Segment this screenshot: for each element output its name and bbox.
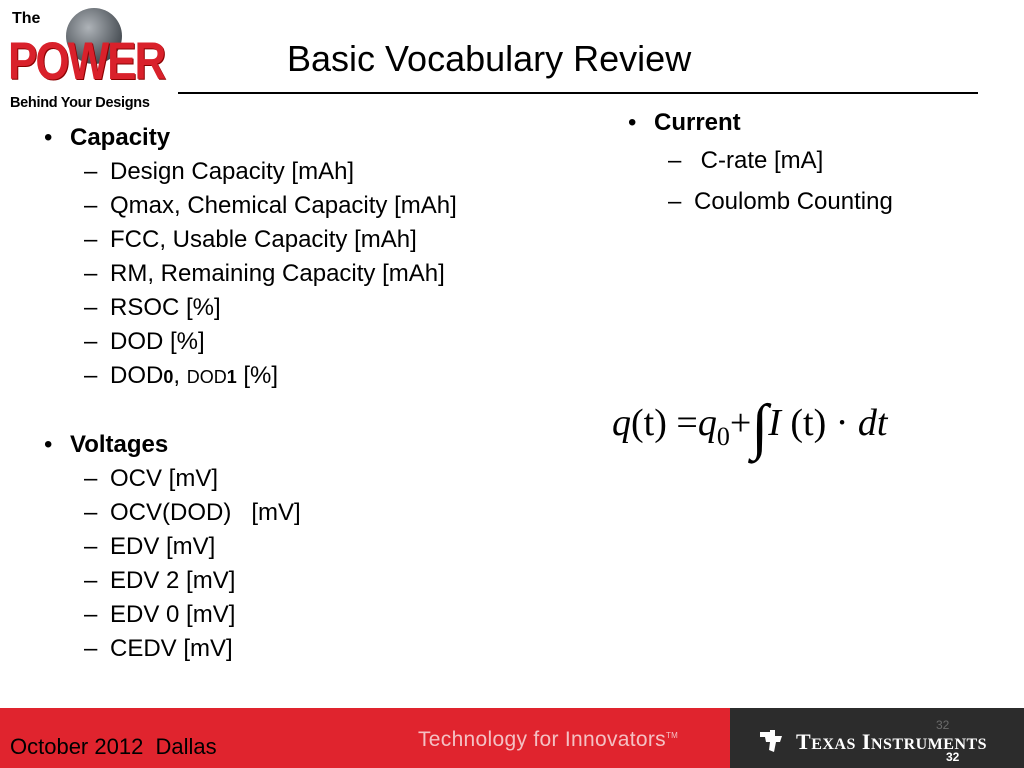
slide-title: Basic Vocabulary Review bbox=[287, 38, 692, 79]
company-word-exas: EXAS bbox=[811, 736, 856, 753]
capacity-item: – RSOC [%] bbox=[44, 291, 564, 325]
company-word-nstruments: NSTRUMENTS bbox=[870, 736, 988, 753]
formula-equals: = bbox=[666, 402, 698, 444]
formula-dot: · bbox=[826, 402, 858, 444]
voltage-item: – OCV(DOD) [mV] bbox=[44, 496, 564, 530]
voltage-item: – EDV [mV] bbox=[44, 530, 564, 564]
the-power-logo bbox=[8, 6, 165, 116]
page-number-ghost: 32 bbox=[936, 718, 950, 732]
trademark-mark: TM bbox=[665, 731, 679, 740]
title-divider bbox=[178, 92, 978, 94]
spacer bbox=[44, 394, 564, 428]
charge-formula bbox=[612, 392, 887, 463]
formula-fn-arg: (t) bbox=[780, 402, 827, 444]
left-column bbox=[44, 121, 564, 666]
voltage-item: – EDV 2 [mV] bbox=[44, 564, 564, 598]
voltages-heading: • Voltages bbox=[44, 428, 564, 462]
capacity-item-dod bbox=[44, 359, 564, 394]
formula-lhs-fn: q bbox=[612, 402, 631, 444]
footer-tagline-text: Technology for Innovators bbox=[418, 728, 666, 751]
voltage-item: – EDV 0 [mV] bbox=[44, 598, 564, 632]
dod-separator: , bbox=[173, 362, 187, 389]
capacity-heading: • Capacity bbox=[44, 121, 564, 155]
current-item: – C-rate [mA] bbox=[628, 140, 1008, 181]
logo-the-text: The bbox=[12, 10, 41, 27]
dod1-subscript: 1 bbox=[226, 367, 237, 387]
voltage-item: – CEDV [mV] bbox=[44, 632, 564, 666]
company-initial-i: I bbox=[861, 729, 871, 754]
logo-tagline: Behind Your Designs bbox=[10, 95, 150, 111]
footer-bar bbox=[0, 708, 1024, 768]
dod0-subscript: 0 bbox=[163, 367, 174, 387]
formula-q0: q bbox=[697, 402, 717, 444]
formula-lhs-arg: (t) bbox=[631, 402, 667, 444]
current-heading: • Current bbox=[628, 106, 1008, 140]
dod-unit: [%] bbox=[236, 362, 279, 389]
right-column bbox=[628, 106, 1008, 222]
formula-dt: dt bbox=[857, 402, 888, 444]
capacity-item: – FCC, Usable Capacity [mAh] bbox=[44, 223, 564, 257]
company-initial-t: T bbox=[796, 729, 812, 754]
footer-tagline bbox=[418, 728, 678, 752]
capacity-item: – DOD [%] bbox=[44, 325, 564, 359]
current-item: – Coulomb Counting bbox=[628, 181, 1008, 222]
formula-fn: I bbox=[768, 402, 781, 444]
formula-plus: + bbox=[729, 402, 752, 444]
capacity-item: – Qmax, Chemical Capacity [mAh] bbox=[44, 189, 564, 223]
dod0-label: DOD bbox=[110, 362, 164, 389]
capacity-item: – RM, Remaining Capacity [mAh] bbox=[44, 257, 564, 291]
capacity-item: – Design Capacity [mAh] bbox=[44, 155, 564, 189]
formula-q0-subscript: 0 bbox=[716, 422, 730, 451]
texas-instruments-logo-icon bbox=[758, 728, 784, 754]
logo-power-text: POWER bbox=[8, 32, 165, 91]
dod1-label: DOD bbox=[186, 367, 227, 387]
footer-date: October 2012 Dallas bbox=[10, 734, 217, 759]
voltage-item: – OCV [mV] bbox=[44, 462, 564, 496]
integral-sign: ∫ bbox=[751, 393, 769, 461]
page-number: 32 bbox=[946, 750, 960, 764]
